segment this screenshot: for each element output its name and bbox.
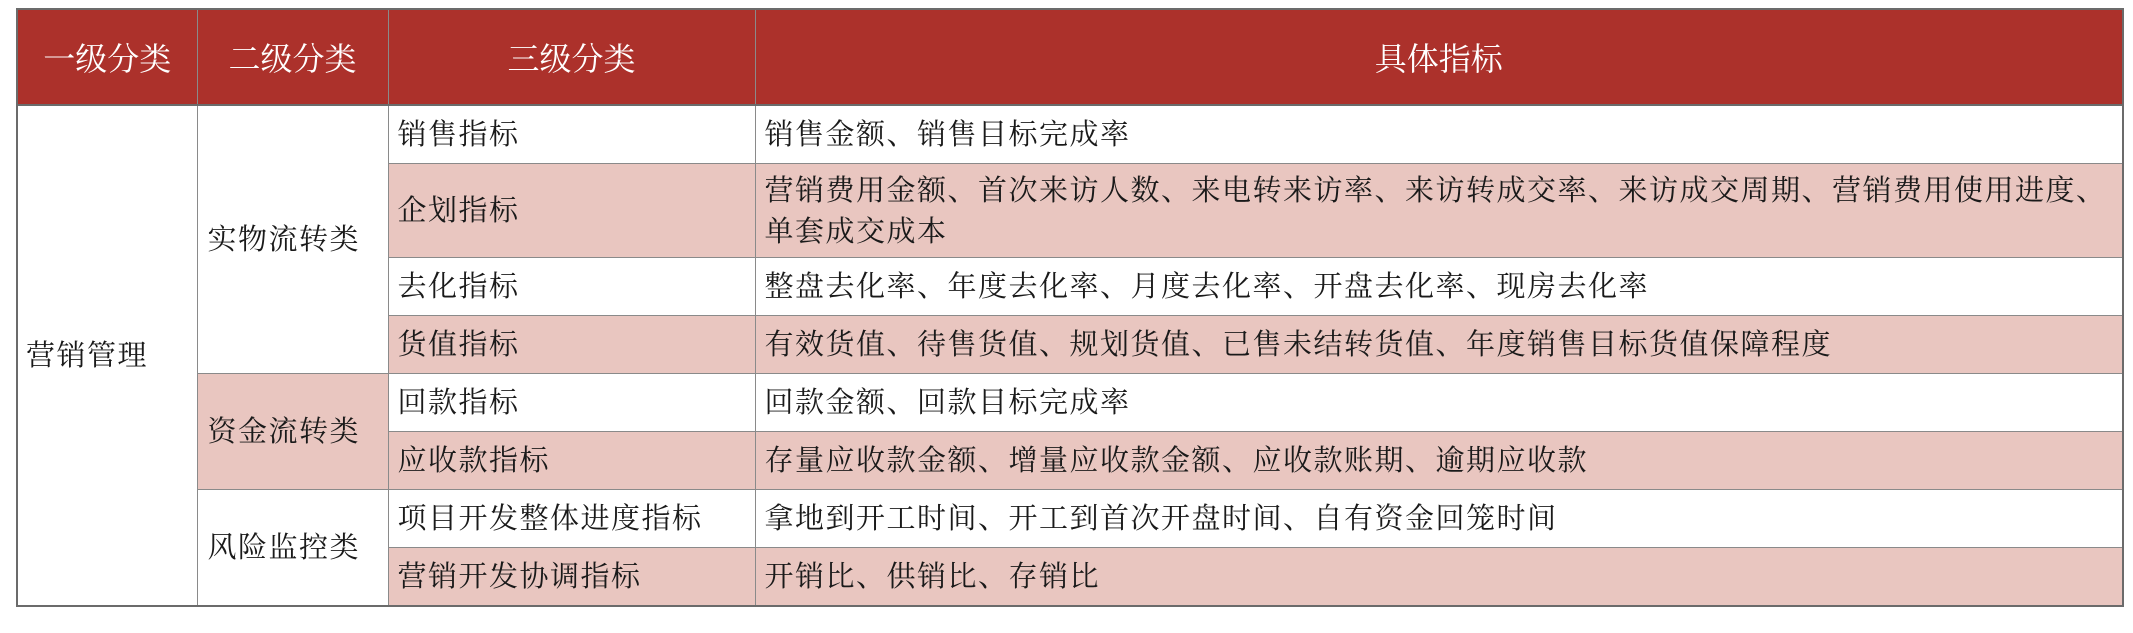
table-row bbox=[17, 490, 2123, 548]
header-detail: 具体指标 bbox=[755, 9, 2123, 105]
header-level3: 三级分类 bbox=[388, 9, 755, 105]
header-level1: 一级分类 bbox=[17, 9, 197, 105]
detail-cell: 存量应收款金额、增量应收款金额、应收款账期、逾期应收款 bbox=[755, 432, 2123, 490]
level3-cell: 去化指标 bbox=[388, 258, 755, 316]
table-row bbox=[17, 374, 2123, 432]
level3-cell: 销售指标 bbox=[388, 105, 755, 164]
indicator-table bbox=[16, 8, 2124, 607]
detail-cell: 销售金额、销售目标完成率 bbox=[755, 105, 2123, 164]
header-level2: 二级分类 bbox=[197, 9, 388, 105]
level3-cell: 货值指标 bbox=[388, 316, 755, 374]
level2-cell-physical: 实物流转类 bbox=[197, 105, 388, 374]
detail-cell: 开销比、供销比、存销比 bbox=[755, 548, 2123, 607]
table-row bbox=[17, 105, 2123, 164]
table-header-row bbox=[17, 9, 2123, 105]
level2-cell-capital: 资金流转类 bbox=[197, 374, 388, 490]
detail-cell: 营销费用金额、首次来访人数、来电转来访率、来访转成交率、来访成交周期、营销费用使用进度、单套成交成本 bbox=[755, 164, 2123, 258]
level3-cell: 项目开发整体进度指标 bbox=[388, 490, 755, 548]
level3-cell: 营销开发协调指标 bbox=[388, 548, 755, 607]
detail-cell: 回款金额、回款目标完成率 bbox=[755, 374, 2123, 432]
detail-cell: 整盘去化率、年度去化率、月度去化率、开盘去化率、现房去化率 bbox=[755, 258, 2123, 316]
level3-cell: 回款指标 bbox=[388, 374, 755, 432]
detail-cell: 拿地到开工时间、开工到首次开盘时间、自有资金回笼时间 bbox=[755, 490, 2123, 548]
level1-cell: 营销管理 bbox=[17, 105, 197, 606]
level2-cell-risk: 风险监控类 bbox=[197, 490, 388, 607]
level3-cell: 企划指标 bbox=[388, 164, 755, 258]
detail-cell: 有效货值、待售货值、规划货值、已售未结转货值、年度销售目标货值保障程度 bbox=[755, 316, 2123, 374]
level3-cell: 应收款指标 bbox=[388, 432, 755, 490]
